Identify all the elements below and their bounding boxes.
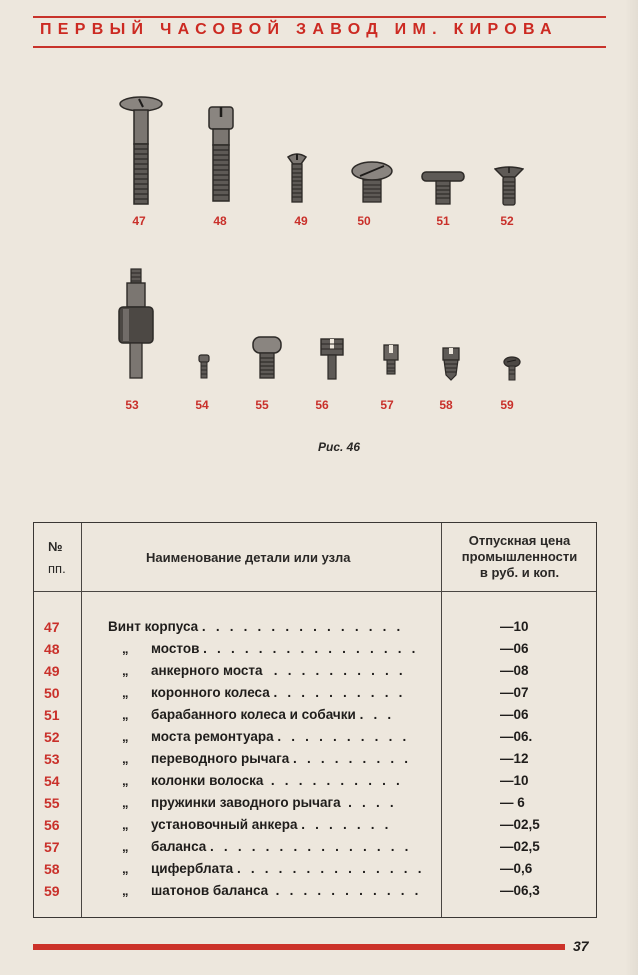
row-number: 48	[44, 641, 60, 657]
table-row	[34, 861, 598, 883]
row-price: —02,5	[500, 817, 540, 832]
table-row	[34, 795, 598, 817]
row-name: моста ремонтуара . . . . . . . . . .	[151, 729, 410, 744]
figure-label-51: 51	[436, 214, 450, 228]
table-row	[34, 663, 598, 685]
table-row	[34, 751, 598, 773]
row-price: —06,3	[500, 883, 540, 898]
row-price: —06.	[500, 729, 533, 744]
table-row	[34, 839, 598, 861]
row-price: —12	[500, 751, 529, 766]
row-number: 52	[44, 729, 60, 745]
row-number: 56	[44, 817, 60, 833]
screw-48-illustration	[206, 105, 236, 205]
ditto-mark: „	[122, 773, 129, 788]
table-row	[34, 773, 598, 795]
row-number: 58	[44, 861, 60, 877]
screw-50-illustration	[350, 161, 394, 205]
figure-label-59: 59	[500, 398, 514, 412]
row-price: —0,6	[500, 861, 533, 876]
row-number: 57	[44, 839, 60, 855]
table-row	[34, 883, 598, 905]
row-name: шатонов баланса . . . . . . . . . . .	[151, 883, 422, 898]
table-row	[34, 707, 598, 729]
row-number: 59	[44, 883, 60, 899]
ditto-mark: „	[122, 817, 129, 832]
header-rule-top	[33, 16, 606, 18]
row-number: 53	[44, 751, 60, 767]
screw-59-illustration	[503, 356, 521, 382]
row-name: Винт корпуса . . . . . . . . . . . . . . .	[108, 619, 404, 634]
ditto-mark: „	[122, 839, 129, 854]
screw-58-illustration	[442, 347, 460, 381]
figure-label-48: 48	[213, 214, 227, 228]
row-number: 51	[44, 707, 60, 723]
header-price	[441, 533, 598, 581]
figure-label-50: 50	[357, 214, 371, 228]
price-table	[33, 522, 597, 918]
row-number: 55	[44, 795, 60, 811]
table-row	[34, 817, 598, 839]
row-name: циферблата . . . . . . . . . . . . . .	[151, 861, 425, 876]
row-name: переводного рычага . . . . . . . . .	[151, 751, 412, 766]
header-rule-bottom	[33, 46, 606, 48]
screw-55-illustration	[252, 336, 282, 380]
figure-label-54: 54	[195, 398, 209, 412]
screw-47-illustration	[118, 96, 164, 208]
figure-label-47: 47	[132, 214, 146, 228]
table-row	[34, 619, 598, 641]
figure-label-57: 57	[380, 398, 394, 412]
screw-53-illustration	[116, 268, 156, 380]
row-price: —07	[500, 685, 529, 700]
page-number: 37	[573, 938, 589, 954]
header-price-line1: Отпускная цена	[468, 533, 571, 548]
ditto-mark: „	[122, 861, 129, 876]
footer-red-bar	[33, 944, 565, 950]
figure-label-55: 55	[255, 398, 269, 412]
header-number-line2: пп.	[48, 561, 66, 576]
row-name: коронного колеса . . . . . . . . . .	[151, 685, 406, 700]
ditto-mark: „	[122, 641, 129, 656]
header-name: Наименование детали или узла	[146, 550, 351, 565]
row-price: —08	[500, 663, 529, 678]
row-price: —10	[500, 773, 529, 788]
header-price-line3: в руб. и коп.	[479, 565, 560, 580]
ditto-mark: „	[122, 729, 129, 744]
figure-label-58: 58	[439, 398, 453, 412]
table-header-divider	[34, 591, 596, 592]
screw-57-illustration	[383, 344, 399, 376]
page-edge	[626, 0, 638, 975]
row-number: 49	[44, 663, 60, 679]
row-price: —10	[500, 619, 529, 634]
screw-52-illustration	[494, 166, 524, 208]
screw-54-illustration	[198, 354, 210, 380]
table-row	[34, 729, 598, 751]
ditto-mark: „	[122, 707, 129, 722]
header-number-line1: №	[48, 539, 63, 554]
ditto-mark: „	[122, 685, 129, 700]
row-price: —02,5	[500, 839, 540, 854]
figure-label-49: 49	[294, 214, 308, 228]
screw-56-illustration	[320, 338, 344, 380]
row-number: 50	[44, 685, 60, 701]
table-row	[34, 685, 598, 707]
figure-label-53: 53	[125, 398, 139, 412]
ditto-mark: „	[122, 663, 129, 678]
table-row	[34, 641, 598, 663]
ditto-mark: „	[122, 883, 129, 898]
row-name: баланса . . . . . . . . . . . . . . .	[151, 839, 412, 854]
row-name: колонки волоска . . . . . . . . . .	[151, 773, 403, 788]
page-header-title: ПЕРВЫЙ ЧАСОВОЙ ЗАВОД ИМ. КИРОВА	[40, 21, 558, 38]
row-number: 47	[44, 619, 60, 635]
ditto-mark: „	[122, 751, 129, 766]
header-price-line2: промышленности	[461, 549, 578, 564]
row-name: анкерного моста . . . . . . . . . .	[151, 663, 406, 678]
figure-caption-text: Рис. 46	[317, 440, 361, 454]
row-name: мостов . . . . . . . . . . . . . . . .	[151, 641, 419, 656]
row-name: пружинки заводного рычага . . . .	[151, 795, 397, 810]
ditto-mark: „	[122, 795, 129, 810]
row-name: барабанного колеса и собачки . . .	[151, 707, 395, 722]
screw-51-illustration	[421, 170, 465, 206]
figure-label-52: 52	[500, 214, 514, 228]
figure-caption	[0, 440, 638, 454]
row-number: 54	[44, 773, 60, 789]
row-name: установочный анкера . . . . . . .	[151, 817, 392, 832]
row-price: —06	[500, 707, 529, 722]
figure-label-56: 56	[315, 398, 329, 412]
row-price: —06	[500, 641, 529, 656]
row-price: — 6	[500, 795, 525, 810]
screw-49-illustration	[287, 153, 307, 205]
